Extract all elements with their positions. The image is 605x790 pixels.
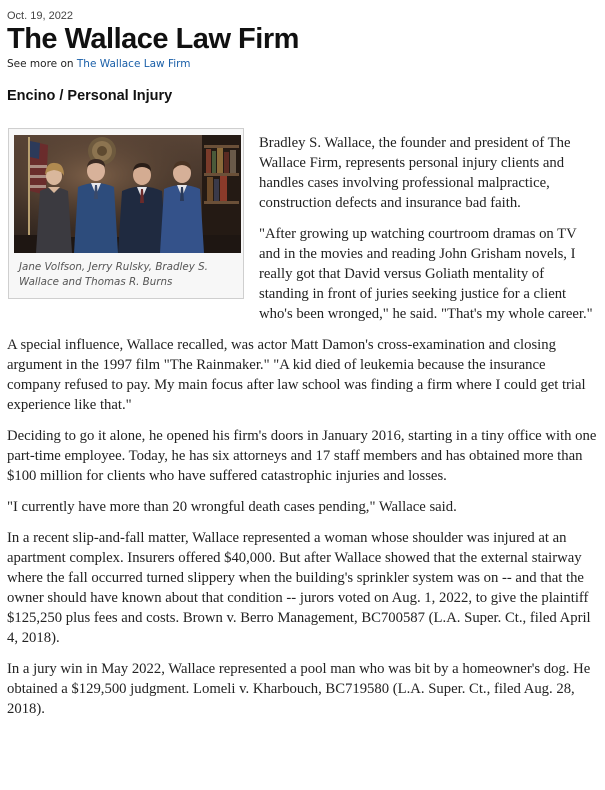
article-paragraph: In a recent slip-and-fall matter, Wallace represented a woman whose shoulder was injured at an apartment complex. Insurers offered $40,000. But after Wallace showed that the external stairway where the fall occurred turned slippery when the building's sprinkler system was on -- and that the owner should have known about that condition -- jurors voted on Aug. 1, 2022, to give the plaintiff $125,250 plus fees and costs. Brown v. Berro Management, BC700587 (L.A. Super. Ct., filed April 4, 2018).	[7, 530, 591, 646]
team-photo	[14, 135, 241, 253]
see-more-line	[7, 58, 191, 70]
article-paragraph: "I currently have more than 20 wrongful death cases pending," Wallace said.	[7, 499, 457, 515]
photo-figure	[8, 128, 244, 299]
article-paragraph: In a jury win in May 2022, Wallace represented a pool man who was bit by a homeowner's dog. He obtained a $129,500 judgment. Lomeli v. Kharbouch, BC719580 (L.A. Super. Ct., filed Aug. 28, 2018).	[7, 661, 591, 717]
article-paragraph: Deciding to go it alone, he opened his firm's doors in January 2016, starting in a tiny office with one part-time employee. Today, he has six attorneys and 17 staff members and has obtained more than $100 million for clients who have suffered catastrophic injuries and losses.	[7, 428, 597, 484]
article-paragraph: "After growing up watching courtroom dramas on TV and in the movies and reading John Grisham novels, I really got that David versus Goliath mentality of standing in front of juries seeking justice for a client who's been wronged," he said. "That's my whole career."	[259, 226, 593, 322]
page-title: The Wallace Law Firm	[7, 23, 299, 55]
publish-date: Oct. 19, 2022	[7, 10, 74, 22]
photo-caption: Jane Volfson, Jerry Rulsky, Bradley S. Wallace and Thomas R. Burns	[19, 261, 208, 288]
article-paragraph: A special influence, Wallace recalled, was actor Matt Damon's cross-examination and closing argument in the 1997 film "The Rainmaker." "A kid died of leukemia because the insurance company refused to pay. My main focus after law school was finding a firm where I could get trial experience like that."	[7, 337, 586, 413]
article-paragraph: Bradley S. Wallace, the founder and president of The Wallace Firm, represents personal injury clients and handles cases involving professional malpractice, construction defects and insurance bad faith.	[259, 135, 571, 211]
section-heading: Encino / Personal Injury	[7, 88, 173, 104]
see-more-prefix: See more on	[7, 58, 74, 70]
firm-profile-link[interactable]: The Wallace Law Firm	[76, 58, 191, 70]
